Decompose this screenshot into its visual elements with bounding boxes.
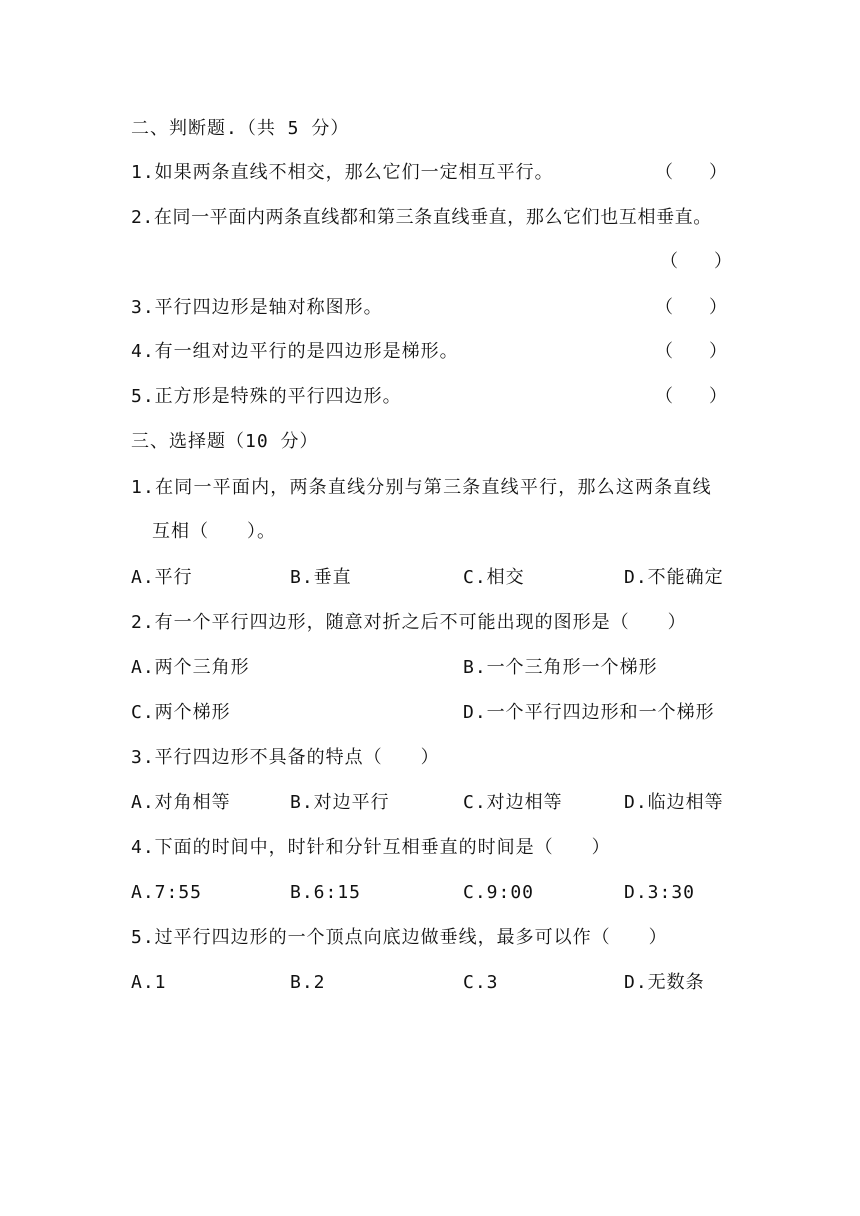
choice-2-option-b[interactable]: B.一个三角形一个梯形 [463, 657, 658, 678]
choice-4-option-c[interactable]: C.9:00 [463, 882, 535, 903]
judge-item-1: 1.如果两条直线不相交，那么它们一定相互平行。 [131, 162, 554, 183]
choice-4-option-d[interactable]: D.3:30 [624, 882, 696, 903]
choice-5-option-d[interactable]: D.无数条 [624, 972, 705, 993]
judge-answer-5[interactable]: （ ） [655, 386, 727, 407]
choice-question-4: 4.下面的时间中，时针和分针互相垂直的时间是（ ） [131, 837, 611, 858]
judge-item-2: 2.在同一平面内两条直线都和第三条直线垂直，那么它们也互相垂直。 [131, 207, 712, 228]
judge-answer-2[interactable]: （ ） [660, 251, 732, 272]
choice-1-option-a[interactable]: A.平行 [131, 567, 193, 588]
judge-answer-3[interactable]: （ ） [655, 297, 727, 318]
judge-answer-1[interactable]: （ ） [655, 162, 727, 183]
choice-question-3: 3.平行四边形不具备的特点（ ） [131, 747, 440, 768]
section-3-title: 三、选择题（10 分） [131, 431, 319, 452]
choice-4-option-b[interactable]: B.6:15 [290, 882, 362, 903]
choice-3-option-c[interactable]: C.对边相等 [463, 792, 563, 813]
choice-2-option-d[interactable]: D.一个平行四边形和一个梯形 [463, 702, 715, 723]
choice-question-5: 5.过平行四边形的一个顶点向底边做垂线，最多可以作（ ） [131, 927, 668, 948]
section-2-title: 二、判断题.（共 5 分） [131, 118, 350, 139]
choice-question-2: 2.有一个平行四边形，随意对折之后不可能出现的图形是（ ） [131, 612, 687, 633]
choice-4-option-a[interactable]: A.7:55 [131, 882, 203, 903]
choice-2-option-c[interactable]: C.两个梯形 [131, 702, 231, 723]
choice-2-option-a[interactable]: A.两个三角形 [131, 657, 250, 678]
choice-3-option-a[interactable]: A.对角相等 [131, 792, 231, 813]
choice-1-option-d[interactable]: D.不能确定 [624, 567, 724, 588]
choice-3-option-b[interactable]: B.对边平行 [290, 792, 390, 813]
choice-5-option-c[interactable]: C.3 [463, 972, 499, 993]
judge-answer-4[interactable]: （ ） [655, 341, 727, 362]
choice-5-option-a[interactable]: A.1 [131, 972, 167, 993]
choice-question-1-cont: 互相（ ）。 [152, 521, 276, 542]
judge-item-5: 5.正方形是特殊的平行四边形。 [131, 386, 402, 407]
choice-1-option-b[interactable]: B.垂直 [290, 567, 352, 588]
choice-1-option-c[interactable]: C.相交 [463, 567, 525, 588]
judge-item-4: 4.有一组对边平行的是四边形是梯形。 [131, 341, 459, 362]
judge-item-3: 3.平行四边形是轴对称图形。 [131, 297, 383, 318]
choice-3-option-d[interactable]: D.临边相等 [624, 792, 724, 813]
choice-question-1: 1.在同一平面内，两条直线分别与第三条直线平行，那么这两条直线 [131, 477, 712, 498]
choice-5-option-b[interactable]: B.2 [290, 972, 326, 993]
